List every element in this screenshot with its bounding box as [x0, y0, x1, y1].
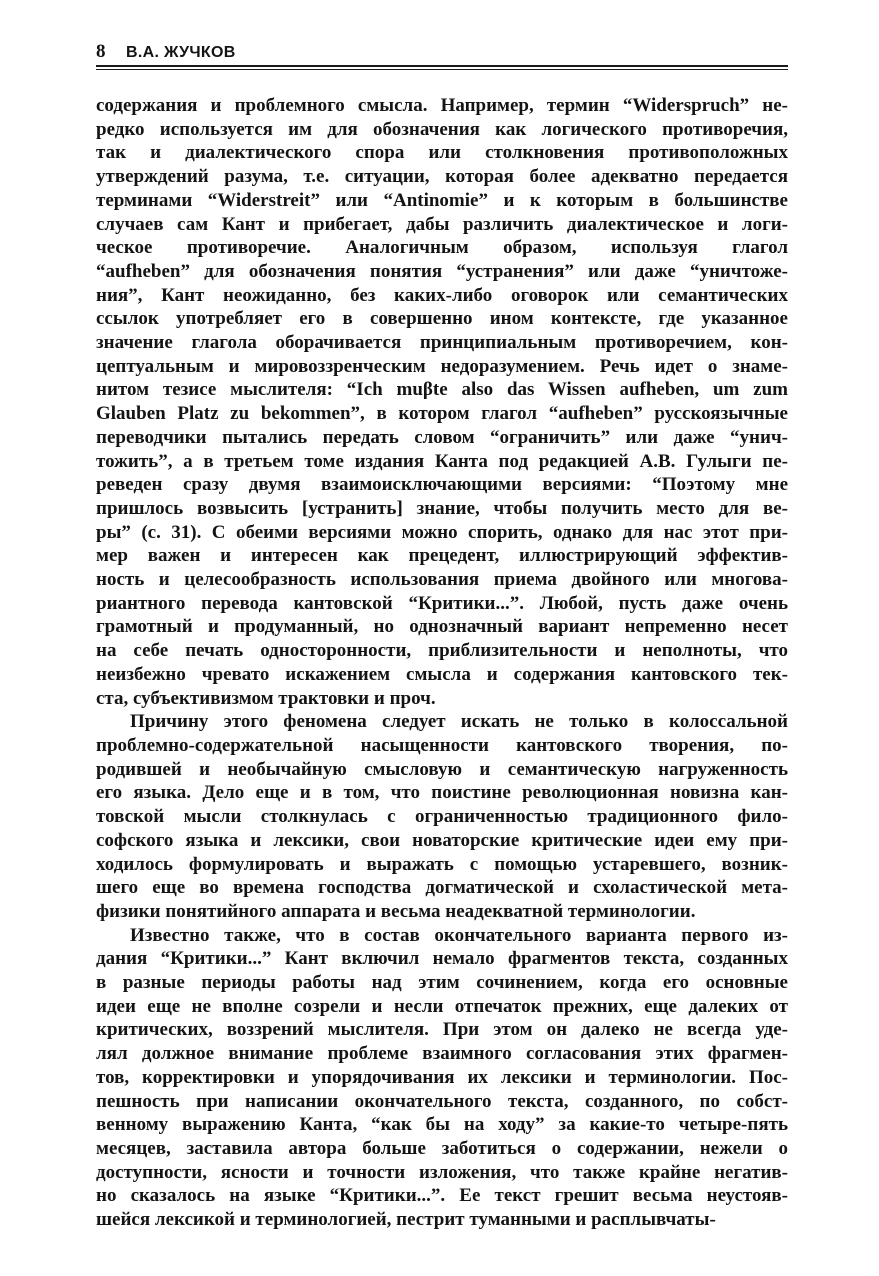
text-line: венному выражению Канта, “как бы на ходу” за какие-то четыре-пять: [96, 1114, 788, 1136]
text-line: так и диалектического спора или столкновения противоположных: [96, 142, 788, 164]
text-line: утверждений разума, т.е. ситуации, которая более адекватно передается: [96, 166, 788, 188]
text-line: содержания и проблемного смысла. Например, термин “Widerspruch” не-: [96, 95, 788, 116]
text-line: ность и целесообразность использования приема двойного или многова-: [96, 569, 788, 591]
text-line: пешность при написании окончательного текста, созданного, по собст-: [96, 1090, 788, 1112]
text-line: значение глагола оборачивается принципиальным противоречием, кон-: [96, 332, 788, 354]
text-line: пришлось возвысить [устранить] знание, чтобы получить место для ве-: [96, 497, 788, 519]
text-line: переводчики пытались передать словом “ограничить” или даже “унич-: [96, 426, 788, 448]
text-line: Причину этого феномена следует искать не только в колоссальной: [130, 711, 788, 733]
text-line: ры” (с. 31). С обеими версиями можно спорить, однако для нас этот при-: [96, 521, 788, 543]
paragraph: [96, 710, 788, 923]
running-head: [96, 41, 788, 63]
text-line: Glauben Platz zu bekommen”, в котором глагол “aufheben” русскоязычные: [96, 403, 788, 425]
text-line: неизбежно чревато искажением смысла и содержания кантовского тек-: [96, 663, 788, 685]
text-line: ссылок употребляет его в совершенно ином контексте, где указанное: [96, 308, 788, 330]
text-line: случаев сам Кант и прибегает, дабы различить диалектическое и логи-: [96, 213, 788, 235]
text-line: но сказалось на языке “Критики...”. Ее текст грешит весьма неустояв-: [96, 1185, 788, 1207]
text-line: тов, корректировки и упорядочивания их лексики и терминологии. Пос-: [96, 1066, 788, 1088]
text-line: в разные периоды работы над этим сочинением, когда его основные: [96, 972, 788, 994]
text-line: грамотный и продуманный, но однозначный вариант непременно несет: [96, 616, 788, 638]
text-line: товской мысли столкнулась с ограниченностью традиционного фило-: [96, 806, 788, 828]
header-rule-thick: [96, 65, 788, 67]
text-line: мер важен и интересен как прецедент, иллюстрирующий эффектив-: [96, 545, 788, 567]
running-head-author: В.А. ЖУЧКОВ: [126, 44, 236, 61]
paragraph: [96, 924, 788, 1232]
text-line: софского языка и лексики, свои новаторские критические идеи ему при-: [96, 829, 788, 851]
paragraph: [96, 94, 788, 710]
text-line: “aufheben” для обозначения понятия “устранения” или даже “уничтоже-: [96, 260, 788, 282]
text-line: риантного перевода кантовской “Критики...”. Любой, пусть даже очень: [96, 592, 788, 614]
text-line: на себе печать односторонности, приблизительности и неполноты, что: [96, 640, 788, 662]
text-line: ния”, Кант неожиданно, без каких-либо оговорок или семантических: [96, 284, 788, 306]
text-line: его языка. Дело еще и в том, что поистине революционная новизна кан-: [96, 782, 788, 804]
text-line: физики понятийного аппарата и весьма неадекватной терминологии.: [96, 900, 696, 922]
text-line: месяцев, заставила автора больше заботиться о содержании, нежели о: [96, 1137, 788, 1159]
page-number: 8: [96, 41, 106, 62]
text-line: ста, субъективизмом трактовки и проч.: [96, 687, 436, 709]
text-line: шего еще во времена господства догматической и схоластической мета-: [96, 877, 788, 899]
text-line: ходилось формулировать и выражать с помощью устаревшего, возник-: [96, 853, 788, 875]
text-line: терминами “Widerstreit” или “Antinomie” и к которым в большинстве: [96, 189, 788, 211]
text-line: Известно также, что в состав окончательного варианта первого из-: [130, 924, 788, 946]
text-line: ческое противоречие. Аналогичным образом, используя глагол: [96, 237, 788, 259]
text-line: нитом тезисе мыслителя: “Ich muβte also das Wissen aufheben, um zum: [96, 379, 788, 401]
text-line: реведен сразу двумя взаимоисключающими версиями: “Поэтому мне: [96, 474, 788, 496]
text-line: проблемно-содержательной насыщенности кантовского творения, по-: [96, 734, 788, 756]
text-line: дания “Критики...” Кант включил немало фрагментов текста, созданных: [96, 948, 788, 970]
text-line: цептуальным и мировоззренческим недоразумением. Речь идет о знаме-: [96, 355, 788, 377]
text-line: шейся лексикой и терминологией, пестрит туманными и расплывчаты-: [96, 1209, 716, 1231]
text-line: идеи еще не вполне созрели и несли отпечаток прежних, еще далеких от: [96, 995, 788, 1017]
body-text: [96, 94, 788, 1232]
text-line: тожить”, а в третьем томе издания Канта под редакцией А.В. Гулыги пе-: [96, 450, 788, 472]
text-line: лял должное внимание проблеме взаимного согласования этих фрагмен-: [96, 1043, 788, 1065]
header-rule-thin: [96, 69, 788, 70]
text-line: родившей и необычайную смысловую и семантическую нагруженность: [96, 758, 788, 780]
text-line: критических, воззрений мыслителя. При этом он далеко не всегда уде-: [96, 1019, 788, 1041]
text-line: доступности, ясности и точности изложения, что также крайне негатив-: [96, 1161, 788, 1183]
text-line: редко используется им для обозначения как логического противоречия,: [96, 118, 788, 140]
